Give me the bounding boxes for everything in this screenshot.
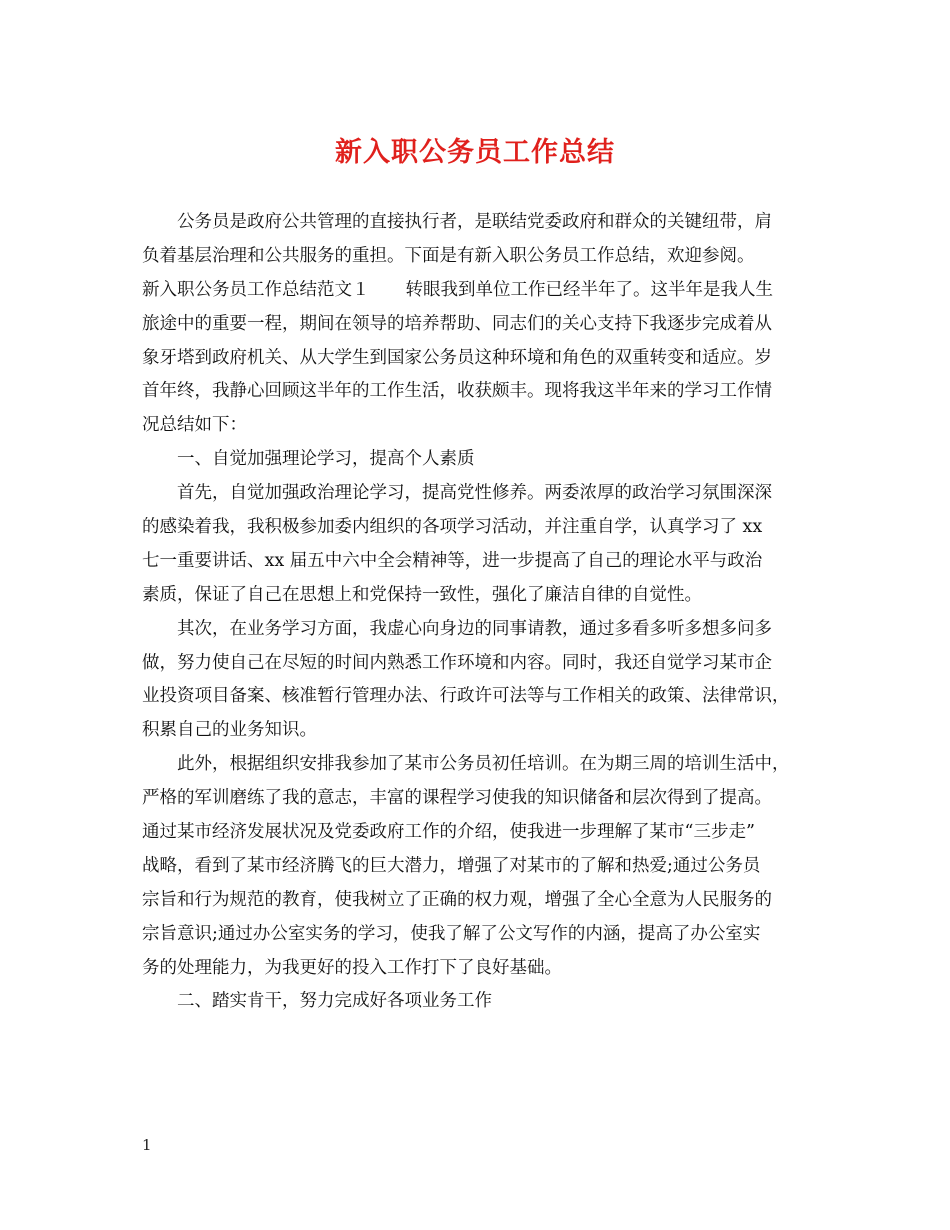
text-line: 的感染着我，我积极参加委内组织的各项学习活动，并注重自学，认真学习了 xx	[142, 517, 763, 538]
text-line: 通过某市经济发展状况及党委政府工作的介绍，使我进一步理解了某市“三步走”	[142, 822, 755, 843]
text-line: 积累自己的业务知识。	[142, 720, 317, 741]
sample-heading: 新入职公务员工作总结范文１	[142, 279, 370, 300]
text-line: 七一重要讲话、xx 届五中六中全会精神等，进一步提高了自己的理论水平与政治	[142, 550, 763, 571]
text-line: 负着基层治理和公共服务的重担。下面是有新入职公务员工作总结，欢迎参阅。	[142, 245, 755, 266]
text-line: 象牙塔到政府机关、从大学生到国家公务员这种环境和角色的双重转变和适应。岁	[142, 347, 772, 368]
text-line-heading-with-intro	[142, 274, 832, 308]
document-body	[142, 206, 832, 1019]
text-line: 战略，看到了某市经济腾飞的巨大潜力，增强了对某市的了解和热爱;通过公务员	[142, 855, 761, 876]
text-line: 宗旨意识;通过办公室实务的学习，使我了解了公文写作的内涵，提高了办公室实	[142, 923, 761, 944]
sample-intro-text: 转眼我到单位工作已经半年了。这半年是我人生	[405, 279, 773, 300]
section-heading: 一、自觉加强理论学习，提高个人素质	[177, 449, 475, 470]
text-line: 首年终，我静心回顾这半年的工作生活，收获颇丰。现将我这半年来的学习工作情	[142, 381, 772, 402]
text-line: 严格的军训磨练了我的意志，丰富的课程学习使我的知识储备和层次得到了提高。	[142, 788, 772, 809]
text-line: 素质，保证了自己在思想上和党保持一致性，强化了廉洁自律的自觉性。	[142, 584, 702, 605]
page-number: 1	[142, 1136, 152, 1154]
section-heading: 二、踏实肯干，努力完成好各项业务工作	[177, 991, 492, 1012]
text-line: 旅途中的重要一程，期间在领导的培养帮助、同志们的关心支持下我逐步完成着从	[142, 313, 772, 334]
text-line: 首先，自觉加强政治理论学习，提高党性修养。两委浓厚的政治学习氛围深深	[177, 483, 772, 504]
document-title: 新入职公务员工作总结	[335, 137, 615, 168]
text-line: 公务员是政府公共管理的直接执行者，是联结党委政府和群众的关键纽带，肩	[177, 212, 772, 232]
text-line: 况总结如下：	[142, 415, 247, 436]
text-line: 此外，根据组织安排我参加了某市公务员初任培训。在为期三周的培训生活中，	[177, 754, 790, 775]
text-line: 业投资项目备案、核准暂行管理办法、行政许可法等与工作相关的政策、法律常识，	[142, 686, 790, 707]
text-line: 宗旨和行为规范的教育，使我树立了正确的权力观，增强了全心全意为人民服务的	[142, 889, 772, 910]
text-line: 务的处理能力，为我更好的投入工作打下了良好基础。	[142, 957, 562, 978]
text-line: 做，努力使自己在尽短的时间内熟悉工作环境和内容。同时，我还自觉学习某市企	[142, 652, 772, 673]
text-line: 其次，在业务学习方面，我虚心向身边的同事请教，通过多看多听多想多问多	[177, 618, 772, 639]
